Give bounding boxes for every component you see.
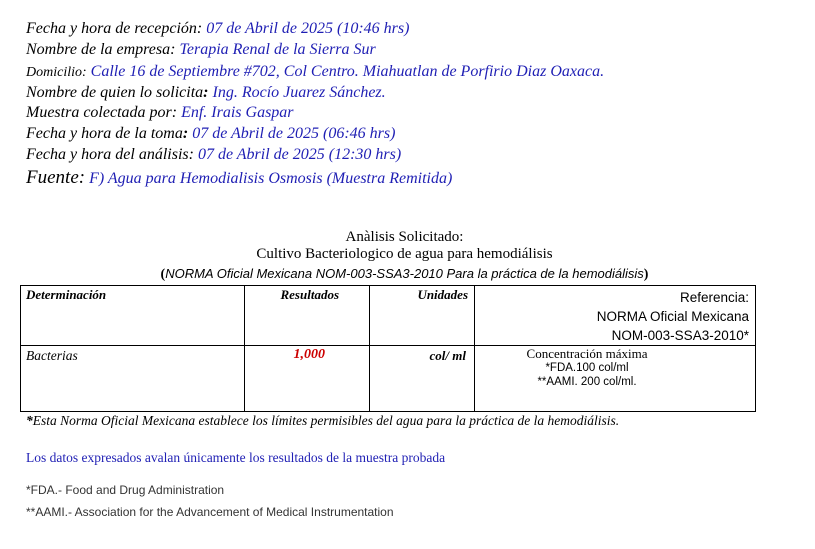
fuente-label: Fuente:	[26, 167, 86, 188]
abbreviation-fda: *FDA.- Food and Drug Administration	[26, 483, 225, 497]
empresa-value: Terapia Renal de la Sierra Sur	[179, 41, 376, 58]
results-table	[20, 285, 756, 412]
domicilio-value: Calle 16 de Septiembre #702, Col Centro. Miahuatlan de Porfirio Diaz Oaxaca.	[90, 63, 605, 80]
solicita-label: Nombre de quien lo solicita	[26, 84, 204, 101]
header-determinacion: Determinación	[26, 287, 107, 302]
fuente-value: F) Agua para Hemodialisis Osmosis (Muestra Remitida)	[89, 170, 453, 187]
row-referencia-line-1: Concentración máxima	[526, 346, 648, 361]
header-referencia-line-2: NORMA Oficial Mexicana	[596, 309, 749, 324]
row-unidades-cell	[370, 346, 475, 412]
toma-value: 07 de Abril de 2025 (06:46 hrs)	[192, 125, 396, 142]
row-referencia-cell	[475, 346, 756, 412]
header-referencia-cell	[475, 286, 756, 346]
colectada-value: Enf. Irais Gaspar	[181, 104, 294, 121]
analysis-subtitle: Cultivo Bacteriologico de agua para hemodiálisis	[256, 246, 553, 262]
footnote-text: Esta Norma Oficial Mexicana establece los límites permisibles del agua para la práctica de la hemodiálisis.	[32, 413, 620, 428]
analisis-line	[26, 146, 401, 164]
analysis-norma-line	[0, 266, 812, 283]
disclaimer: Los datos expresados avalan únicamente los resultados de la muestra probada	[26, 450, 446, 465]
toma-label: Fecha y hora de la toma	[26, 125, 183, 142]
row-resultado: 1,000	[293, 347, 325, 362]
recepcion-label: Fecha y hora de recepción:	[26, 20, 203, 37]
header-determinacion-cell	[21, 286, 245, 346]
row-determinacion-cell	[21, 346, 245, 412]
row-determinacion: Bacterias	[26, 348, 78, 363]
footnote-star: *	[26, 413, 33, 428]
solicita-value: Ing. Rocío Juarez Sánchez.	[212, 84, 386, 101]
table-header-row	[21, 286, 756, 346]
colectada-line	[26, 104, 294, 122]
table-row	[21, 346, 756, 412]
norma-paren-open: (	[160, 267, 166, 282]
recepcion-value: 07 de Abril de 2025 (10:46 hrs)	[206, 20, 410, 37]
footnote	[26, 413, 619, 429]
row-referencia-line-2: *FDA.100 col/ml	[545, 362, 629, 374]
norma-paren-close: )	[643, 267, 649, 282]
header-referencia-line-1: Referencia:	[679, 290, 749, 305]
fuente-line	[26, 167, 452, 189]
solicita-line	[26, 84, 386, 102]
row-referencia-line-3: **AAMI. 200 col/ml.	[537, 376, 637, 388]
empresa-label: Nombre de la empresa:	[26, 41, 176, 58]
empresa-line	[26, 41, 376, 59]
row-unidades: col/ ml	[429, 348, 466, 363]
toma-colon: :	[182, 125, 189, 142]
domicilio-line	[26, 63, 604, 81]
analisis-value: 07 de Abril de 2025 (12:30 hrs)	[197, 146, 402, 163]
header-resultados: Resultados	[280, 287, 339, 302]
solicita-colon: :	[203, 84, 209, 101]
header-referencia-line-3: NOM-003-SSA3-2010*	[611, 328, 749, 343]
analisis-label: Fecha y hora del análisis:	[26, 146, 194, 163]
abbreviation-aami: **AAMI.- Association for the Advancement of Medical Instrumentation	[26, 505, 394, 519]
header-unidades-cell	[370, 286, 475, 346]
analysis-title: Anàlisis Solicitado:	[345, 229, 464, 245]
row-resultado-cell	[245, 346, 370, 412]
header-resultados-cell	[245, 286, 370, 346]
analysis-norma: NORMA Oficial Mexicana NOM-003-SSA3-2010 Para la práctica de la hemodiálisis	[165, 266, 644, 281]
colectada-label: Muestra colectada por:	[26, 104, 178, 121]
domicilio-label: Domicilio:	[26, 65, 87, 80]
recepcion-line	[26, 20, 409, 38]
header-unidades: Unidades	[417, 287, 468, 302]
toma-line	[26, 125, 395, 143]
